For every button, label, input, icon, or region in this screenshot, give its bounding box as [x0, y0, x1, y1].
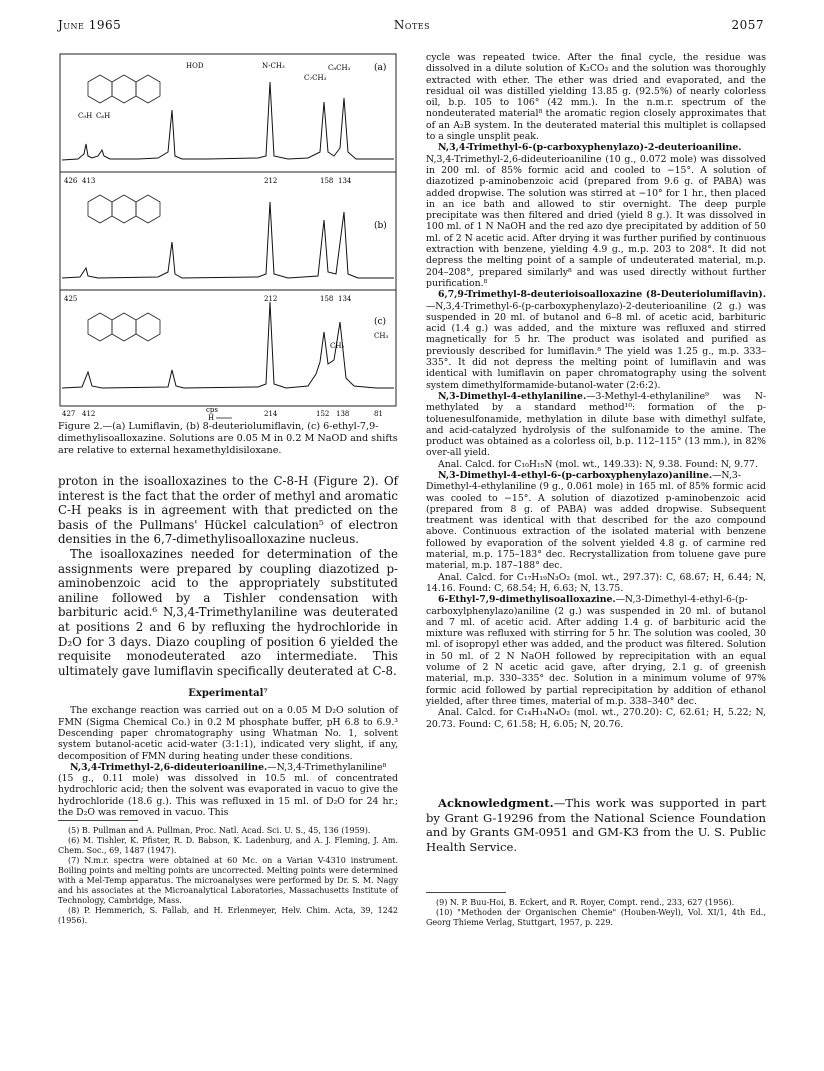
experimental-heading: Experimental⁷ — [188, 688, 268, 700]
c-tick-134: 134 — [338, 295, 352, 303]
structure-deuteriolumiflavin — [88, 195, 160, 223]
b-tick-212: 212 — [264, 177, 278, 185]
right-title-2: N,3,4-Trimethyl-6-(p-carboxyphenylazo)-2-deuterioaniline. — [438, 142, 742, 154]
right-paragraph-8 — [426, 594, 766, 707]
label-c7ch3: C₇CH₃ — [304, 74, 327, 82]
footnote-8: (8) P. Hemmerich, S. Fallab, and H. Erlenmeyer, Helv. Chim. Acta, 39, 1242 (1956). — [58, 906, 398, 925]
experimental-paragraph-1 — [58, 705, 398, 761]
label-c9h: C₉H — [78, 112, 93, 120]
footnote-9: (9) N. P. Buu-Hoi, B. Eckert, and R. Royer, Compt. rend., 233, 627 (1956). — [436, 898, 735, 907]
right-text-5: Anal. Calcd. for C₁₀H₁₅N (mol. wt., 149.33): N, 9.38. Found: N, 9.77. — [438, 458, 758, 470]
axis-tick-152: 152 — [316, 410, 330, 418]
right-paragraph-9 — [426, 707, 766, 730]
b-tick-134: 134 — [338, 177, 352, 185]
panel-c-label: (c) — [374, 317, 387, 327]
running-header-section: Notes — [393, 18, 431, 32]
experimental-text-1: The exchange reaction was carried out on a 0.05 M D₂O solution of FMN (Sigma Chemical Co.) in 0.2 M phosphate buffer, pH 6.8 to 6.9.³ Descending paper chromatography using Whatman No. 1, solvent system butanol-acetic acid-water (3:1:1), indicated very slight, if any, decomposition of FMN during heating under these conditions. — [58, 705, 398, 762]
spectrum-panel-b — [62, 177, 394, 278]
right-paragraph-6 — [426, 470, 766, 572]
right-title-4: N,3-Dimethyl-4-ethylaniline. — [438, 390, 587, 402]
c-tick-425: 425 — [64, 295, 78, 303]
experimental-title-2: N,3,4-Trimethyl-2,6-dideuterioaniline. — [70, 761, 268, 773]
footnotes-right — [426, 898, 766, 928]
label-c-ch3: CH₃ — [374, 332, 389, 340]
c-tick-212: 212 — [264, 295, 278, 303]
b-tick-413: 413 — [82, 177, 96, 185]
left-column-body — [58, 474, 398, 818]
panel-a-label: (a) — [374, 63, 387, 73]
page-number: 2057 — [731, 18, 764, 32]
nmr-spectra-figure — [58, 52, 398, 420]
right-text-9: Anal. Calcd. for C₁₄H₁₄N₄O₂ (mol. wt., 270.20): C, 62.61; H, 5.22; N, 20.73. Found: C, 61.58; H, 6.05; N, 20.76. — [426, 707, 766, 730]
b-tick-158: 158 — [320, 177, 334, 185]
axis-tick-214: 214 — [264, 410, 278, 418]
running-header-date: June 1965 — [58, 18, 122, 32]
right-text-4: —3-Methyl-4-ethylaniline⁹ was N-methylated by a standard method¹⁰: formation of the p-toluenesulfonamide, methylation in dilute base with dimethyl sulfate, and acid-catalyzed hydrolysis of the sulfonamide to the amine. The product was obtained as a colorless oil, b.p. 112–115° (13 mm.), in 82% over-all yield. — [426, 390, 766, 459]
axis-tick-412: 412 — [82, 410, 96, 418]
axis-tick-138: 138 — [336, 410, 350, 418]
right-title-3: 6,7,9-Trimethyl-8-deuterioisoalloxazine (8-Deuteriolumiflavin). — [438, 289, 766, 301]
right-paragraph-4 — [426, 391, 766, 459]
right-text-2: N,3,4-Trimethyl-2,6-dideuterioaniline (10 g., 0.072 mole) was dissolved in 200 ml. of 85% formic acid and cooled to −15°. A solution of diazotized p-aminobenzoic acid (prepared from 9.6 g. of PABA) was added dropwise. The solution was stirred at −10° for 1 hr., then placed in an ice bath and allowed to stir overnight. The deep purple precipitate was then filtered and dried (yield 8 g.). It was dissolved in 100 ml. of 1 N NaOH and the red azo dye precipitated by addition of 50 ml. of 2 N acetic acid. After drying it was further purified by continuous extraction with benzene, yielding 4.9 g., m.p. 203 to 208°. It did not depress the melting point of a sample of undeuterated material, m.p. 204–208°, prepared similarly⁸ and was used directly without further purification.⁸ — [426, 153, 766, 289]
right-paragraph-5 — [426, 459, 766, 470]
footnote-6: (6) M. Tishler, K. Pfister, R. D. Babson, K. Ladenburg, and A. J. Fleming, J. Am. Chem. Soc., 69, 1487 (1947). — [58, 836, 398, 855]
structure-ethyl-dimethylisoalloxazine — [88, 313, 160, 341]
acknowledgment-title: Acknowledgment. — [438, 796, 554, 810]
nmr-spectra-svg — [58, 52, 398, 420]
right-title-8: 6-Ethyl-7,9-dimethylisoalloxazine. — [438, 594, 616, 606]
acknowledgment-paragraph — [426, 796, 766, 854]
axis-tick-427: 427 — [62, 410, 76, 418]
right-paragraph-2 — [426, 142, 766, 289]
figure-caption: Figure 2.—(a) Lumiflavin, (b) 8-deuteriolumiflavin, (c) 6-ethyl-7,9-dimethylisoalloxazine. Solutions are 0.05 M in 0.2 M NaOD and shifts are relative to external hexamethyldisiloxane. — [58, 421, 398, 456]
footnote-7: (7) N.m.r. spectra were obtained at 60 Mc. on a Varian V-4310 instrument. Boiling points and melting points are uncorrected. Melting points were determined with a Mel-Temp apparatus. The microanalyses were performed by Dr. S. M. Nagy and his associates at the Microanalytical Laboratories, Massachusetts Institute of Technology, Cambridge, Mass. — [58, 856, 398, 905]
label-nch3: N-CH₃ — [262, 62, 285, 70]
label-c-ch2: CH₂ — [330, 342, 345, 350]
spectrum-panel-a — [62, 62, 394, 160]
panel-b-label: (b) — [374, 221, 387, 231]
right-text-1: cycle was repeated twice. After the final cycle, the residue was dissolved in a dilute solution of K₂CO₃ and the solution was thoroughly extracted with ether. The ether was dried and evaporated, and the residual oil was distilled yielding 13.85 g. (92.5%) of nearly colorless oil, b.p. 105 to 106° (42 mm.). In the n.m.r. spectrum of the nondeuterated material⁸ the aromatic region closely approximates that of an A₂B system. In the deuterated material this multiplet is collapsed to a single unsplit peak. — [426, 52, 766, 143]
experimental-paragraph-2 — [58, 762, 398, 818]
experimental-text-2: —N,3,4-Trimethylaniline⁸ (15 g., 0.11 mole) was dissolved in 10.5 ml. of concentrated hydrochloric acid; then the solvent was evaporated in vacuo to give the hydrochloride (18.6 g.). This was refluxed in 15 ml. of D₂O for 24 hr.; the D₂O was removed in vacuo. This — [58, 761, 398, 818]
acknowledgment-text: —This work was supported in part by Grant G-19296 from the National Science Foundation and by Grants GM-0951 and GM-K3 from the U. S. Public Health Service. — [426, 796, 766, 854]
label-c6h: C₆H — [96, 112, 111, 120]
b-tick-426: 426 — [64, 177, 78, 185]
structure-lumiflavin — [88, 75, 160, 103]
left-paragraph-2: The isoalloxazines needed for determination of the assignments were prepared by coupling diazotized p-aminobenzoic acid to the appropriately substituted aniline followed by a Tishler condensation with barbituric acid.⁶ N,3,4-Trimethylaniline was deuterated at positions 2 and 6 by refluxing the hydrochloride in D₂O for 3 days. Diazo coupling of position 6 yielded the requisite monodeuterated azo intermediate. This ultimately gave lumiflavin specifically deuterated at C-8. — [58, 546, 398, 678]
right-text-7: Anal. Calcd. for C₁₇H₁₉N₃O₂ (mol. wt., 297.37): C, 68.67; H, 6.44; N, 14.16. Found: C, 68.54; H, 6.63; N, 13.75. — [426, 571, 766, 594]
label-c8ch3: C₈CH₃ — [328, 64, 351, 72]
footnote-5: (5) B. Pullman and A. Pullman, Proc. Natl. Acad. Sci. U. S., 45, 136 (1959). — [68, 826, 371, 835]
right-paragraph-3 — [426, 289, 766, 391]
right-text-8: —N,3-Dimethyl-4-ethyl-6-(p-carboxylphenylazo)aniline (2 g.) was suspended in 20 ml. of butanol and 7 ml. of acetic acid. After adding 1.4 g. of barbituric acid the mixture was refluxed with stirring for 5 hr. The solution was cooled, 30 ml. of isopropyl ether was added, and the product was filtered. Solution in 50 ml. of 2 N NaOH followed by reprecipitation with an equal volume of 2 N acetic acid gave, after drying, 2.1 g. of greenish material, m.p. 330–335° dec. Solution in a minimum volume of 97% formic acid followed by partial reprecipitation by addition of ethanol yielded, after three times, material of m.p. 338–340° dec. — [426, 594, 766, 707]
axis-unit: cps — [206, 406, 218, 414]
frequency-axis — [62, 406, 383, 422]
label-hod: HOD — [186, 62, 204, 70]
footnote-rule-left — [58, 820, 138, 821]
footnote-10: (10) "Methoden der Organischen Chemie" (Houben-Weyl), Vol. XI/1, 4th Ed., Georg Thieme Verlag, Stuttgart, 1957, p. 229. — [426, 908, 766, 927]
right-column-body — [426, 52, 766, 790]
right-text-6: —N,3-Dimethyl-4-ethylaniline (9 g., 0.061 mole) in 165 ml. of 85% formic acid was cooled to −15°. A solution of diazotized p-aminobenzoic acid (prepared from 8 g. of PABA) was added dropwise. Subsequent treatment was identical with that described for the azo compound above. Continuous extraction of the isolated material with benzene followed by evaporation of the solvent yielded 4.8 g. of carmine red material, m.p. 175–183° dec. Recrystallization from toluene gave pure material, m.p. 187–188° dec. — [426, 469, 766, 572]
footnotes-left — [58, 826, 398, 926]
right-text-3: —N,3,4-Trimethyl-6-(p-carboxyphenylazo)-2-deuterioaniline (2 g.) was suspended in 20 ml. of butanol and 6–8 ml. of acetic acid, barbituric acid (1.4 g.) was added, and the mixture was refluxed and stirred magnetically for 5 hr. The product was isolated and purified as previously described for lumiflavin.⁸ The yield was 1.25 g., m.p. 333–335°. It did not depress the melting point of lumiflavin and was identical with lumiflavin on paper chromatography using the solvent system dimethylformamide-butanol-water (2:6:2). — [426, 300, 766, 391]
spectrum-panel-c — [62, 295, 394, 388]
acknowledgment-block — [426, 796, 766, 876]
right-title-6: N,3-Dimethyl-4-ethyl-6-(p-carboxyphenylazo)aniline. — [438, 469, 713, 481]
right-paragraph-1 — [426, 52, 766, 142]
axis-h-label: H — [208, 414, 215, 422]
left-paragraph-1: proton in the isoalloxazines to the C-8-H (Figure 2). Of interest is the fact that the order of methyl and aromatic C-H peaks is in agreement with that predicted on the basis of the Pullmans' Hückel calculation⁵ of electron densities in the 6,7-dimethylisoalloxazine nucleus. — [58, 474, 398, 547]
axis-tick-81: 81 — [374, 410, 383, 418]
footnote-rule-right — [426, 892, 506, 893]
c-tick-158: 158 — [320, 295, 334, 303]
right-paragraph-7 — [426, 572, 766, 595]
